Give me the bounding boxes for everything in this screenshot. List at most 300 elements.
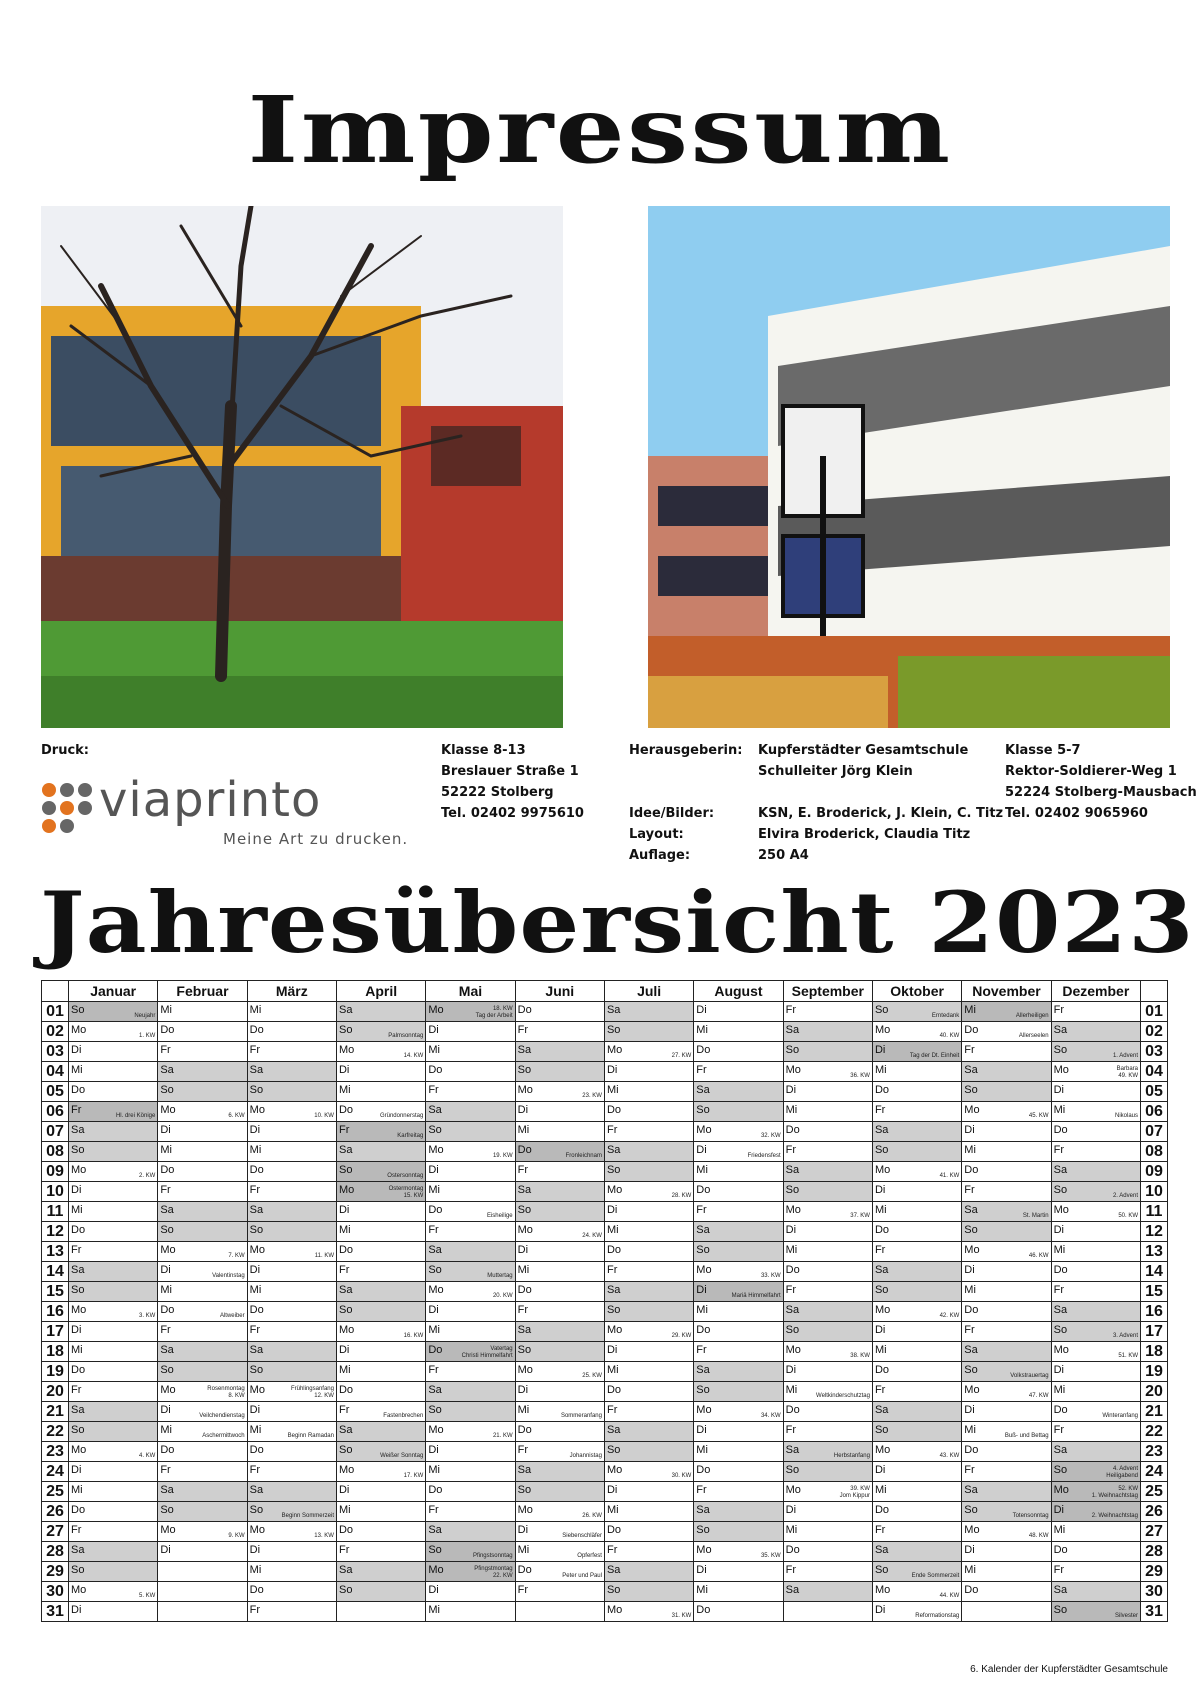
herausgeberin-label: Herausgeberin:	[629, 743, 743, 758]
day-note: 3. Advent	[1112, 1333, 1138, 1339]
day-cell	[247, 1082, 336, 1102]
weekday-label: Fr	[71, 1104, 82, 1116]
day-cell	[962, 1422, 1051, 1442]
weekday-label: Fr	[338, 1264, 350, 1276]
weekday-label: So	[874, 1004, 889, 1016]
day-cell	[604, 1122, 693, 1142]
day-cell	[69, 1502, 158, 1522]
day-note: Altweiber	[219, 1313, 245, 1319]
day-note: Barbara 49. KW	[1116, 1066, 1138, 1079]
day-cell	[604, 1142, 693, 1162]
day-cell	[1051, 1222, 1140, 1242]
weekday-label: Mo	[517, 1364, 533, 1376]
day-cell	[336, 1362, 425, 1382]
weekday-label: Do	[249, 1444, 264, 1456]
day-note: 19. KW	[492, 1153, 513, 1159]
day-note: 11. KW	[314, 1253, 334, 1259]
weekday-label: Di	[785, 1504, 797, 1516]
day-number: 11	[1141, 1202, 1168, 1222]
credit-value: KSN, E. Broderick, J. Klein, C. Titz	[758, 806, 1004, 821]
day-cell	[872, 1582, 961, 1602]
weekday-label: Sa	[1053, 1304, 1068, 1316]
weekday-label: Mo	[71, 1584, 87, 1596]
weekday-label: Mi	[428, 1324, 440, 1336]
weekday-label: Mo	[696, 1404, 712, 1416]
day-note: 2. Advent	[1112, 1193, 1138, 1199]
day-cell	[694, 1062, 783, 1082]
day-cell	[426, 1002, 515, 1022]
day-cell	[872, 1202, 961, 1222]
day-cell	[783, 1522, 872, 1542]
day-cell	[336, 1222, 425, 1242]
weekday-label: Mi	[160, 1144, 172, 1156]
day-cell	[515, 1442, 604, 1462]
day-note: 4. KW	[138, 1453, 156, 1459]
day-note: Volkstrauertag	[1010, 1373, 1049, 1379]
weekday-label: Sa	[160, 1344, 174, 1356]
weekday-label: Sa	[338, 1564, 353, 1576]
day-cell	[515, 1182, 604, 1202]
weekday-label: Di	[874, 1464, 886, 1476]
day-cell	[336, 1522, 425, 1542]
weekday-label: So	[606, 1024, 621, 1036]
day-cell	[604, 1422, 693, 1442]
day-cell	[604, 1522, 693, 1542]
day-cell	[336, 1402, 425, 1422]
weekday-label: So	[606, 1584, 621, 1596]
weekday-label: Mo	[606, 1324, 623, 1336]
day-cell	[247, 1602, 336, 1622]
weekday-label: Do	[696, 1604, 711, 1616]
day-note: 3. KW	[138, 1313, 156, 1319]
month-header: Juni	[515, 981, 604, 1002]
weekday-label: Di	[874, 1044, 886, 1056]
day-note: Sommeranfang	[560, 1413, 602, 1419]
weekday-label: So	[964, 1224, 978, 1236]
weekday-label: Mi	[785, 1384, 798, 1396]
day-cell	[426, 1482, 515, 1502]
day-note: Ostermontag 15. KW	[388, 1186, 424, 1199]
day-cell	[247, 1582, 336, 1602]
day-cell	[515, 1402, 604, 1422]
day-cell	[69, 1162, 158, 1182]
weekday-label: Sa	[1053, 1024, 1068, 1036]
weekday-label: So	[160, 1084, 174, 1096]
day-cell	[604, 1602, 693, 1622]
weekday-label: Mo	[249, 1104, 265, 1116]
day-cell	[872, 1602, 961, 1622]
weekday-label: Do	[606, 1244, 622, 1256]
day-cell	[694, 1602, 783, 1622]
weekday-label: So	[1053, 1184, 1068, 1196]
weekday-label: Fr	[606, 1264, 618, 1276]
day-note: Fastenbrechen	[383, 1413, 424, 1419]
day-cell	[872, 1522, 961, 1542]
day-cell	[515, 1342, 604, 1362]
weekday-label: Mo	[964, 1104, 980, 1116]
weekday-label: Mi	[606, 1224, 619, 1236]
weekday-label: Do	[1053, 1124, 1068, 1136]
day-number: 01	[1141, 1002, 1168, 1022]
day-row	[42, 1282, 1168, 1302]
day-cell	[783, 1082, 872, 1102]
day-cell	[247, 1022, 336, 1042]
address-line: Klasse 8-13	[441, 743, 526, 758]
day-cell	[694, 1422, 783, 1442]
viaprinto-logo-icon	[41, 782, 93, 834]
calendar-table	[41, 980, 1168, 1622]
address-line: Tel. 02402 9975610	[441, 806, 584, 821]
viaprinto-logo	[41, 772, 421, 848]
day-note: Silvester	[1114, 1613, 1138, 1619]
day-note: Tag der Dt. Einheit	[909, 1053, 960, 1059]
day-cell	[336, 1582, 425, 1602]
day-number: 08	[42, 1142, 69, 1162]
day-cell	[158, 1182, 247, 1202]
weekday-label: Di	[874, 1604, 886, 1616]
day-cell	[247, 1202, 336, 1222]
day-cell	[872, 1122, 961, 1142]
day-cell	[247, 1382, 336, 1402]
day-cell	[872, 1102, 961, 1122]
credit-value: 250 A4	[758, 848, 809, 863]
day-cell	[694, 1482, 783, 1502]
weekday-label: Sa	[338, 1284, 353, 1296]
day-cell	[336, 1242, 425, 1262]
weekday-label: So	[785, 1184, 800, 1196]
day-cell	[872, 1162, 961, 1182]
day-note: Pfingstsonntag	[472, 1553, 513, 1559]
weekday-label: Fr	[338, 1544, 350, 1556]
day-cell	[426, 1122, 515, 1142]
weekday-label: Fr	[1053, 1424, 1064, 1436]
weekday-label: Di	[1053, 1224, 1064, 1236]
day-cell	[426, 1062, 515, 1082]
day-cell	[604, 1162, 693, 1182]
day-cell	[69, 1142, 158, 1162]
weekday-label: Di	[338, 1204, 350, 1216]
weekday-label: So	[606, 1444, 621, 1456]
credits-values	[758, 803, 1003, 866]
weekday-label: Di	[160, 1264, 171, 1276]
day-row	[42, 1222, 1168, 1242]
day-note: 44. KW	[939, 1593, 960, 1599]
day-cell	[783, 1442, 872, 1462]
day-cell	[1051, 1302, 1140, 1322]
day-cell	[515, 1522, 604, 1542]
school-photo-tree	[41, 206, 563, 728]
day-cell	[247, 1122, 336, 1142]
weekday-label: Fr	[964, 1464, 975, 1476]
month-header: September	[783, 981, 872, 1002]
day-note: Ende Sommerzeit	[911, 1573, 960, 1579]
school-photo-building	[648, 206, 1170, 728]
day-cell	[69, 1242, 158, 1262]
empty-cell	[336, 1602, 425, 1622]
day-cell	[604, 1342, 693, 1362]
month-header: Juli	[604, 981, 693, 1002]
weekday-label: So	[874, 1564, 889, 1576]
day-cell	[962, 1522, 1051, 1542]
credits-labels	[629, 803, 714, 866]
day-cell	[247, 1302, 336, 1322]
weekday-label: Di	[249, 1544, 261, 1556]
day-cell	[69, 1562, 158, 1582]
day-note: Herbstanfang	[833, 1453, 870, 1459]
weekday-label: Di	[606, 1064, 618, 1076]
month-header: August	[694, 981, 783, 1002]
weekday-label: Sa	[428, 1104, 442, 1116]
day-cell	[783, 1322, 872, 1342]
day-cell	[962, 1482, 1051, 1502]
day-cell	[604, 1242, 693, 1262]
day-cell	[426, 1102, 515, 1122]
weekday-label: Fr	[428, 1084, 439, 1096]
day-cell	[1051, 1102, 1140, 1122]
day-cell	[694, 1502, 783, 1522]
day-note: 38. KW	[850, 1353, 870, 1359]
day-cell	[962, 1202, 1051, 1222]
day-row	[42, 1082, 1168, 1102]
weekday-label: Di	[964, 1404, 975, 1416]
day-cell	[336, 1422, 425, 1442]
day-cell	[515, 1062, 604, 1082]
weekday-label: Sa	[874, 1124, 889, 1136]
day-cell	[604, 1442, 693, 1462]
day-cell	[158, 1402, 247, 1422]
weekday-label: Mi	[606, 1084, 619, 1096]
weekday-label: So	[71, 1284, 85, 1296]
day-cell	[158, 1002, 247, 1022]
weekday-label: Fr	[249, 1464, 261, 1476]
day-cell	[872, 1082, 961, 1102]
weekday-label: Fr	[1053, 1284, 1064, 1296]
day-cell	[962, 1402, 1051, 1422]
weekday-label: Di	[249, 1264, 261, 1276]
day-cell	[1051, 1042, 1140, 1062]
day-note: Allerheiligen	[1015, 1013, 1049, 1019]
day-cell	[336, 1322, 425, 1342]
weekday-label: Fr	[160, 1184, 171, 1196]
weekday-label: So	[428, 1264, 442, 1276]
day-note: Hl. drei Könige	[115, 1113, 156, 1119]
day-number: 15	[42, 1282, 69, 1302]
day-cell	[247, 1402, 336, 1422]
day-cell	[604, 1042, 693, 1062]
weekday-label: Mo	[785, 1344, 801, 1356]
weekday-label: Fr	[964, 1324, 975, 1336]
day-cell	[872, 1442, 961, 1462]
day-cell	[694, 1082, 783, 1102]
day-cell	[604, 1002, 693, 1022]
day-number: 24	[42, 1462, 69, 1482]
weekday-label: Mi	[160, 1424, 172, 1436]
weekday-label: Fr	[785, 1004, 797, 1016]
weekday-label: Do	[71, 1084, 86, 1096]
weekday-label: So	[606, 1164, 621, 1176]
day-cell	[69, 1002, 158, 1022]
weekday-label: Do	[964, 1304, 979, 1316]
day-cell	[515, 1482, 604, 1502]
weekday-label: Mi	[71, 1344, 83, 1356]
day-cell	[69, 1262, 158, 1282]
weekday-label: Mi	[249, 1284, 262, 1296]
day-number: 12	[1141, 1222, 1168, 1242]
weekday-label: Sa	[696, 1504, 710, 1516]
weekday-label: Mi	[1053, 1384, 1066, 1396]
weekday-label: Di	[160, 1404, 171, 1416]
day-cell	[336, 1542, 425, 1562]
day-cell	[694, 1402, 783, 1422]
day-cell	[515, 1362, 604, 1382]
day-cell	[515, 1422, 604, 1442]
day-cell	[604, 1502, 693, 1522]
day-note: Frühlingsanfang 12. KW	[290, 1386, 334, 1399]
weekday-label: Fr	[696, 1484, 707, 1496]
weekday-label: Fr	[338, 1124, 350, 1136]
day-cell	[515, 1282, 604, 1302]
day-cell	[515, 1502, 604, 1522]
weekday-label: Sa	[338, 1424, 353, 1436]
day-cell	[515, 1022, 604, 1042]
day-cell	[69, 1402, 158, 1422]
day-number: 30	[1141, 1582, 1168, 1602]
day-note: 33. KW	[760, 1273, 781, 1279]
day-cell	[247, 1242, 336, 1262]
day-number: 01	[42, 1002, 69, 1022]
day-number: 19	[1141, 1362, 1168, 1382]
weekday-label: Mi	[338, 1364, 351, 1376]
day-number: 13	[42, 1242, 69, 1262]
day-cell	[247, 1062, 336, 1082]
empty-cell	[158, 1582, 247, 1602]
weekday-label: Mo	[874, 1304, 891, 1316]
weekday-label: Fr	[517, 1164, 529, 1176]
day-number: 05	[1141, 1082, 1168, 1102]
weekday-label: Do	[517, 1284, 532, 1296]
day-cell	[336, 1282, 425, 1302]
weekday-label: So	[71, 1424, 85, 1436]
weekday-label: Di	[71, 1184, 82, 1196]
weekday-label: Do	[160, 1304, 175, 1316]
weekday-label: Mo	[160, 1524, 176, 1536]
day-cell	[426, 1402, 515, 1422]
day-cell	[247, 1502, 336, 1522]
day-number: 03	[1141, 1042, 1168, 1062]
weekday-label: Sa	[249, 1344, 264, 1356]
day-row	[42, 1242, 1168, 1262]
weekday-label: Sa	[874, 1264, 889, 1276]
day-cell	[1051, 1602, 1140, 1622]
day-row	[42, 1442, 1168, 1462]
day-number: 24	[1141, 1462, 1168, 1482]
day-cell	[783, 1202, 872, 1222]
month-header: Dezember	[1051, 981, 1140, 1002]
herausgeberin-value	[758, 740, 968, 782]
logo-wordmark: viaprinto	[99, 772, 322, 828]
weekday-label: Fr	[1053, 1004, 1064, 1016]
day-cell	[962, 1562, 1051, 1582]
day-cell	[694, 1362, 783, 1382]
weekday-label: Sa	[696, 1084, 710, 1096]
day-cell	[69, 1422, 158, 1442]
day-cell	[694, 1162, 783, 1182]
footer-note: 6. Kalender der Kupferstädter Gesamtschule	[970, 1664, 1168, 1675]
weekday-label: Fr	[785, 1284, 797, 1296]
day-cell	[247, 1002, 336, 1022]
day-cell	[962, 1282, 1051, 1302]
weekday-label: Do	[1053, 1264, 1068, 1276]
weekday-label: So	[428, 1544, 442, 1556]
day-cell	[694, 1582, 783, 1602]
weekday-label: Sa	[785, 1444, 800, 1456]
empty-cell	[515, 1602, 604, 1622]
weekday-label: Mo	[606, 1184, 623, 1196]
weekday-label: Di	[160, 1124, 171, 1136]
day-cell	[69, 1362, 158, 1382]
weekday-label: Do	[160, 1024, 175, 1036]
day-cell	[247, 1362, 336, 1382]
weekday-label: Do	[874, 1224, 890, 1236]
day-note: Opferfest	[577, 1553, 602, 1559]
weekday-label: Do	[1053, 1404, 1068, 1416]
day-cell	[69, 1042, 158, 1062]
day-note: 4. Advent Heiligabend	[1106, 1466, 1138, 1479]
day-cell	[426, 1222, 515, 1242]
weekday-label: So	[785, 1324, 800, 1336]
weekday-label: So	[249, 1224, 264, 1236]
weekday-label: Di	[785, 1084, 797, 1096]
day-cell	[604, 1262, 693, 1282]
day-note: 39. KW Jom Kippur	[839, 1486, 870, 1499]
credit-label: Idee/Bilder:	[629, 806, 715, 821]
day-cell	[1051, 1382, 1140, 1402]
weekday-label: Mi	[874, 1064, 887, 1076]
weekday-label: So	[338, 1584, 353, 1596]
publisher-line: Kupferstädter Gesamtschule	[758, 743, 969, 758]
weekday-label: Do	[249, 1584, 264, 1596]
day-cell	[872, 1462, 961, 1482]
weekday-label: So	[785, 1044, 800, 1056]
weekday-label: So	[249, 1364, 264, 1376]
day-cell	[783, 1162, 872, 1182]
day-number: 10	[42, 1182, 69, 1202]
weekday-label: Mo	[338, 1184, 355, 1196]
day-note: 1. Advent	[1112, 1053, 1138, 1059]
day-cell	[247, 1462, 336, 1482]
weekday-label: Di	[338, 1344, 350, 1356]
day-note: Karfreitag	[397, 1133, 424, 1139]
day-cell	[247, 1102, 336, 1122]
weekday-label: Fr	[874, 1104, 886, 1116]
day-note: 43. KW	[939, 1453, 960, 1459]
day-cell	[426, 1442, 515, 1462]
day-cell	[515, 1302, 604, 1322]
day-row	[42, 1342, 1168, 1362]
weekday-label: Mi	[428, 1184, 440, 1196]
weekday-label: Fr	[785, 1424, 797, 1436]
weekday-label: Do	[785, 1544, 800, 1556]
day-row	[42, 1022, 1168, 1042]
day-cell	[783, 1042, 872, 1062]
weekday-label: Mo	[696, 1264, 712, 1276]
day-cell	[872, 1042, 961, 1062]
day-cell	[783, 1402, 872, 1422]
day-cell	[158, 1542, 247, 1562]
weekday-label: Fr	[874, 1524, 886, 1536]
day-note: 30. KW	[671, 1473, 692, 1479]
day-number: 17	[1141, 1322, 1168, 1342]
